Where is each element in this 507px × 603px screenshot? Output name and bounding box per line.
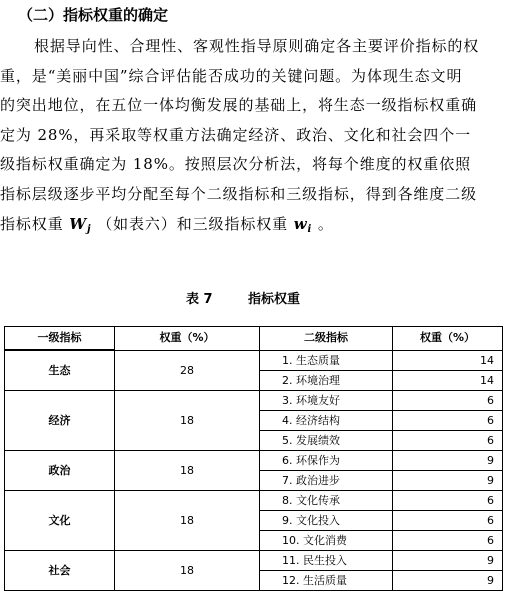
paragraph-line: 的突出地位，在五位一体均衡发展的基础上，将生态一级指标权重确 — [0, 96, 478, 115]
text-fragment: 指标权重 — [0, 214, 64, 233]
level2-weight: 6 — [393, 490, 503, 510]
section-heading: （二）指标权重的确定 — [18, 6, 169, 24]
level1-weight: 18 — [115, 490, 260, 550]
level2-weight: 9 — [393, 450, 503, 470]
paragraph-line: 定为 28%，再采取等权重方法确定经济、政治、文化和社会四个一 — [0, 125, 472, 144]
level2-weight: 9 — [393, 550, 503, 570]
level2-name: 9. 文化投入 — [260, 510, 393, 530]
level2-weight: 6 — [393, 430, 503, 450]
level2-weight: 6 — [393, 390, 503, 410]
level1-name: 政治 — [5, 450, 115, 490]
level2-name: 7. 政治进步 — [260, 470, 393, 490]
level2-weight: 9 — [393, 470, 503, 490]
paragraph-line: 根据导向性、合理性、客观性指导原则确定各主要评价指标的权 — [34, 37, 480, 55]
table-row — [5, 390, 503, 410]
text-fragment: （如表六）和三级指标权重 — [97, 214, 289, 233]
weight-symbol-level3 — [294, 215, 313, 233]
header-weight2: 权重（%） — [393, 327, 503, 351]
level2-weight: 6 — [393, 530, 503, 550]
level2-name: 8. 文化传承 — [260, 490, 393, 510]
level1-name: 生态 — [5, 350, 115, 390]
level2-name: 2. 环境治理 — [260, 370, 393, 390]
symbol-subscript: j — [87, 223, 92, 235]
level1-name: 社会 — [5, 550, 115, 590]
level2-weight: 9 — [393, 570, 503, 590]
symbol-letter: w — [293, 214, 308, 233]
paragraph-line: 重，是“美丽中国”综合评估能否成功的关键问题。为体现生态文明 — [0, 66, 463, 85]
symbol-subscript: i — [307, 223, 313, 235]
header-weight1: 权重（%） — [115, 327, 260, 351]
table-row — [5, 490, 503, 510]
level2-name: 6. 环保作为 — [260, 450, 393, 470]
level1-weight: 18 — [115, 450, 260, 490]
level2-weight: 14 — [393, 350, 503, 370]
level1-weight: 18 — [115, 550, 260, 590]
table-row — [5, 550, 503, 570]
table-header-row — [5, 327, 503, 351]
table-caption — [0, 290, 507, 310]
symbol-letter: W — [69, 214, 88, 233]
level2-name: 3. 环境友好 — [260, 390, 393, 410]
paragraph-line: 指标层级逐步平均分配至每个二级指标和三级指标，得到各维度二级 — [0, 184, 478, 203]
table-number: 表 7 — [186, 292, 213, 307]
level2-name: 10. 文化消费 — [260, 530, 393, 550]
level2-weight: 6 — [393, 410, 503, 430]
header-level2: 二级指标 — [260, 327, 393, 351]
weights-table — [4, 326, 503, 591]
paragraph-line-last — [0, 210, 507, 240]
table-title: 指标权重 — [248, 292, 301, 307]
body-paragraph — [0, 32, 507, 239]
level1-weight: 18 — [115, 390, 260, 450]
level2-weight: 14 — [393, 370, 503, 390]
level2-name: 5. 发展绩效 — [260, 430, 393, 450]
level2-weight: 6 — [393, 510, 503, 530]
level1-weight: 28 — [115, 350, 260, 390]
level2-name: 11. 民生投入 — [260, 550, 393, 570]
text-fragment: 。 — [317, 214, 334, 233]
level2-name: 4. 经济结构 — [260, 410, 393, 430]
paragraph-line: 级指标权重确定为 18%。按照层次分析法，将每个维度的权重依照 — [0, 155, 472, 174]
level2-name: 12. 生活质量 — [260, 570, 393, 590]
table-row — [5, 350, 503, 370]
level1-name: 经济 — [5, 390, 115, 450]
level1-name: 文化 — [5, 490, 115, 550]
table-row — [5, 450, 503, 470]
header-level1: 一级指标 — [5, 327, 115, 351]
weight-symbol-level2 — [69, 215, 91, 233]
level2-name: 1. 生态质量 — [260, 350, 393, 370]
